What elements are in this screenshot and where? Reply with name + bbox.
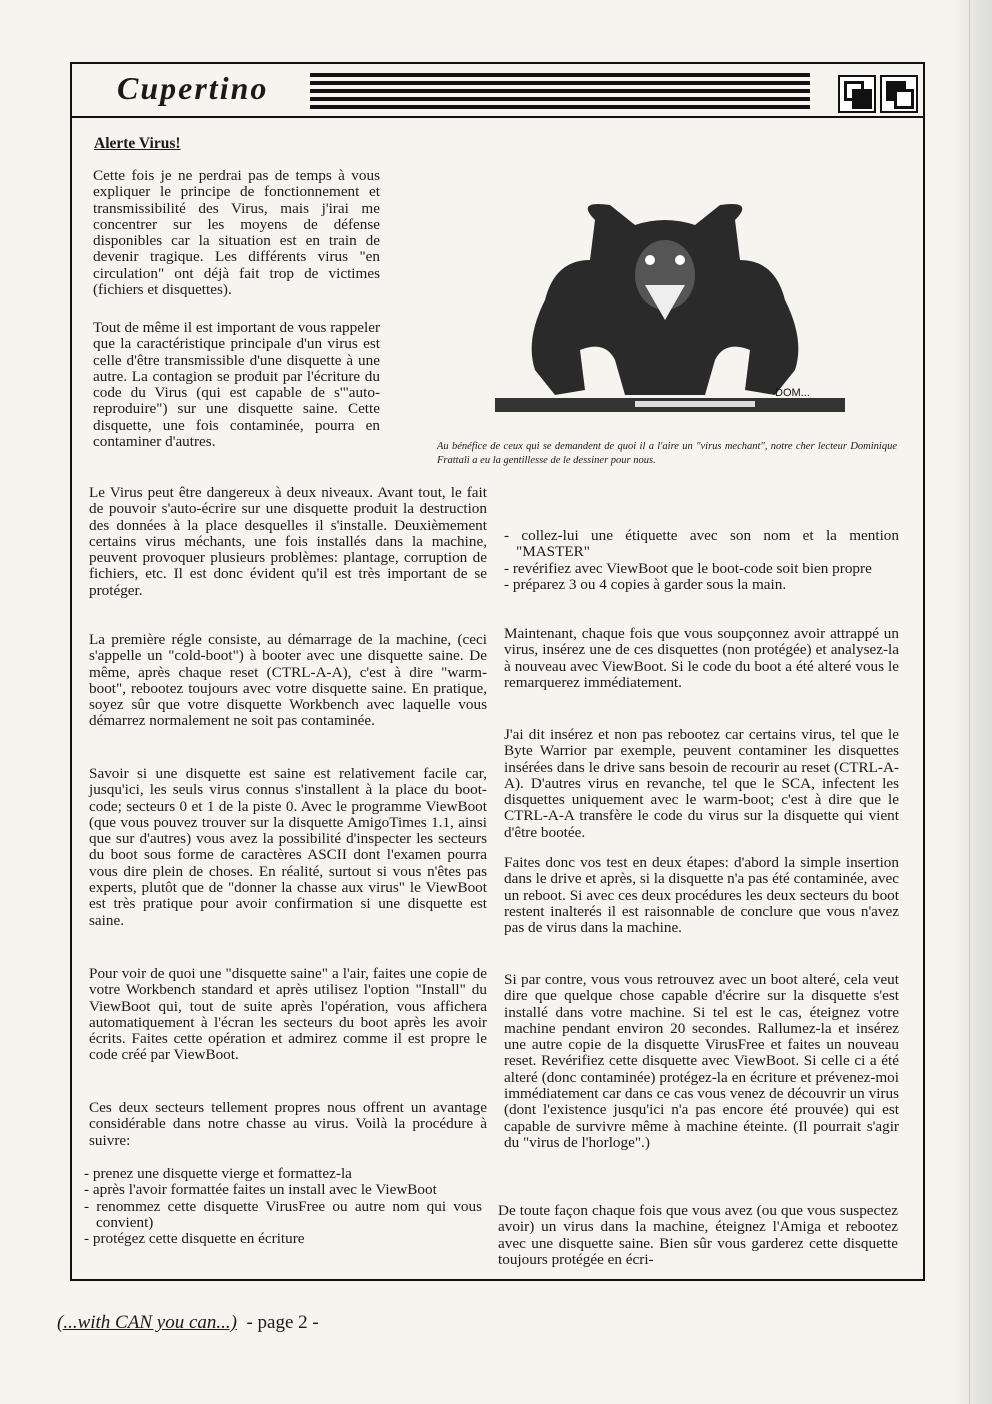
header-bars [310, 73, 810, 111]
intro-paragraph-1: Cette fois je ne perdrai pas de temps à vous expliquer le principe de fonctionnement et transmissibilité des Virus, mais j'irai me concentrer sur les moyens de défense disponibles car la situation est en train de devenir tragique. Les différents virus "en circulation" ont déjà fait trop de victimes (fichiers et disquettes). [93, 167, 380, 299]
logo-squares-icon [838, 75, 876, 113]
right-paragraph-2: J'ai dit insérez et non pas rebootez car certains virus, tel que le Byte Warrior par exemple, peuvent contaminer les disquettes insérées dans le drive sans besoin de recourir au reset (CTRL-A-A). D'autres virus en revanche, tel que le SCA, infectent les disquettes uniquement avec le warm-boot; c'est à dire que le CTRL-A-A transfère le code du virus sur la disquette qui vient d'être bootée. [504, 726, 899, 841]
list-item: - préparez 3 ou 4 copies à garder sous la main. [504, 575, 787, 593]
logo-squares-icon-2 [880, 75, 918, 113]
left-paragraph-4: Pour voir de quoi une "disquette saine" a l'air, faites une copie de votre Workbench standard et après utilisez l'option "Install" du ViewBoot qui, tout de suite après l'opération, vous affichera automatiquement à l'écran les secteurs du boot après les avoir écrits. Faites cette opération et admirez comme il est propre le code créé par ViewBoot. [89, 965, 487, 1064]
procedure-list-continued [504, 528, 899, 593]
list-item: - après l'avoir formattée faites un install avec le ViewBoot [84, 1181, 437, 1199]
intro-paragraph-2: Tout de même il est important de vous rappeler que la caractéristique principale d'un virus est celle d'être transmissible d'une disquette à une autre. La contagion se produit par l'écriture du code du Virus (qui est capable de s'"auto-reproduire") sur une disquette saine. Cette disquette, une fois contaminée, pourra en contaminer d'autres. [93, 319, 380, 451]
right-paragraph-4: Si par contre, vous vous retrouvez avec un boot alteré, cela veut dire que quelque chose capable d'écrire sur la disquette s'est installé dans votre machine. Si tel est le cas, éteignez votre machine pendant environ 20 secondes. Rallumez-la et insérez une autre copie de la disquette VirusFree et faites un nouveau reset. Revérifiez cette disquette avec ViewBoot. Si celle ci a été alteré (donc contaminée) protégez-la en écriture et prévenez-moi immédiatement car dans ce cas vous venez de découvrir un virus (dont l'existence jusqu'ici n'a pas encore été prouvée) qui est capable de survivre même à machine éteinte. (Il pourrait s'agir du "virus de l'horloge".) [504, 971, 899, 1151]
right-paragraph-1: Maintenant, chaque fois que vous soupçonnez avoir attrappé un virus, insérez une de ces disquettes (non protégée) et analysez-la à nouveau avec ViewBoot. Si le code du boot a été alteré vous le remarquerez immédiatement. [504, 625, 899, 691]
left-paragraph-2: La première régle consiste, au démarrage de la machine, (ceci s'appelle un "cold-boot") à booter avec une disquette saine. De même, après chaque reset (CTRL-A-A), c'est à dire "warm-boot", rebootez toujours avec votre disquette saine. En pratique, soyez sûr que votre disquette Workbench avec laquelle vous démarrez normalement ne soit pas contaminée. [89, 631, 487, 730]
list-item: - prenez une disquette vierge et formattez-la [84, 1165, 352, 1182]
article-heading: Alerte Virus! [94, 135, 181, 152]
illustration-caption: Au bénéfice de ceux qui se demandent de quoi il a l'aire un "virus mechant", notre cher lecteur Dominique Frattali a eu la gentillesse de le dessiner pour nous. [437, 441, 897, 466]
list-item: - protégez cette disquette en écriture [84, 1230, 305, 1248]
right-paragraph-5: De toute façon chaque fois que vous avez (ou que vous suspectez avoir) un virus dans la machine, éteignez l'Amiga et rebootez avec une disquette saine. Bien sûr vous garderez cette disquette toujours protégée en écri- [498, 1202, 898, 1268]
section-title: Cupertino [117, 70, 269, 106]
header-rule [70, 116, 925, 118]
artist-signature: DOM... [775, 387, 810, 399]
page-footer [57, 1312, 319, 1334]
left-paragraph-1: Le Virus peut être dangereux à deux niveaux. Avant tout, le fait de pouvoir s'auto-écrire sur une disquette produit la destruction des données à la place desquelles il s'installe. Deuxièmement certains virus méchants, une fois installés dans la machine, peuvent provoquer plusieurs problèmes: plantage, corruption de fichiers, etc. Il est donc évident qu'il est très important de se protéger. [89, 484, 487, 599]
left-paragraph-3: Savoir si une disquette est saine est relativement facile car, jusqu'ici, les seuls virus connus s'installent à la place du boot-code; secteurs 0 et 1 de la piste 0. Avec le programme ViewBoot (que vous pouvez trouver sur la disquette AmigoTimes 1.1, ainsi que sur d'autres) vous avez la possibilité d'inspecter les secteurs du boot sous forme de caractères ASCII dont l'examen pourra vous dire plein de choses. En réalité, surtout si vous n'êtes pas experts, plutôt que de "donner la chasse aux virus" le ViewBoot est très pratique pour avoir confirmation si une disquette est saine. [89, 765, 487, 929]
footer-slogan: (...with CAN you can...) [57, 1312, 237, 1333]
list-item: - revérifiez avec ViewBoot que le boot-code soit bien propre [504, 559, 872, 577]
right-paragraph-3: Faites donc vos test en deux étapes: d'abord la simple insertion dans le drive et après, si la disquette n'a pas été contaminée, avec un reboot. Si avec ces deux procédures les deux secteurs du boot restent inalterés il est raisonnable de conclure que vous n'avez pas de virus dans la machine. [504, 854, 899, 937]
procedure-list [84, 1166, 482, 1247]
page-fold-line [969, 0, 970, 1404]
list-item: - renommez cette disquette VirusFree ou autre nom qui vous convient) [84, 1197, 482, 1231]
page-edge [952, 0, 992, 1404]
list-item: - collez-lui une étiquette avec son nom et la mention "MASTER" [504, 527, 899, 561]
left-paragraph-5: Ces deux secteurs tellement propres nous offrent un avantage considérable dans notre chasse au virus. Voilà la procédure à suivre: [89, 1099, 487, 1149]
gargoyle-illustration [475, 190, 855, 420]
page-number: - page 2 - [246, 1312, 319, 1333]
